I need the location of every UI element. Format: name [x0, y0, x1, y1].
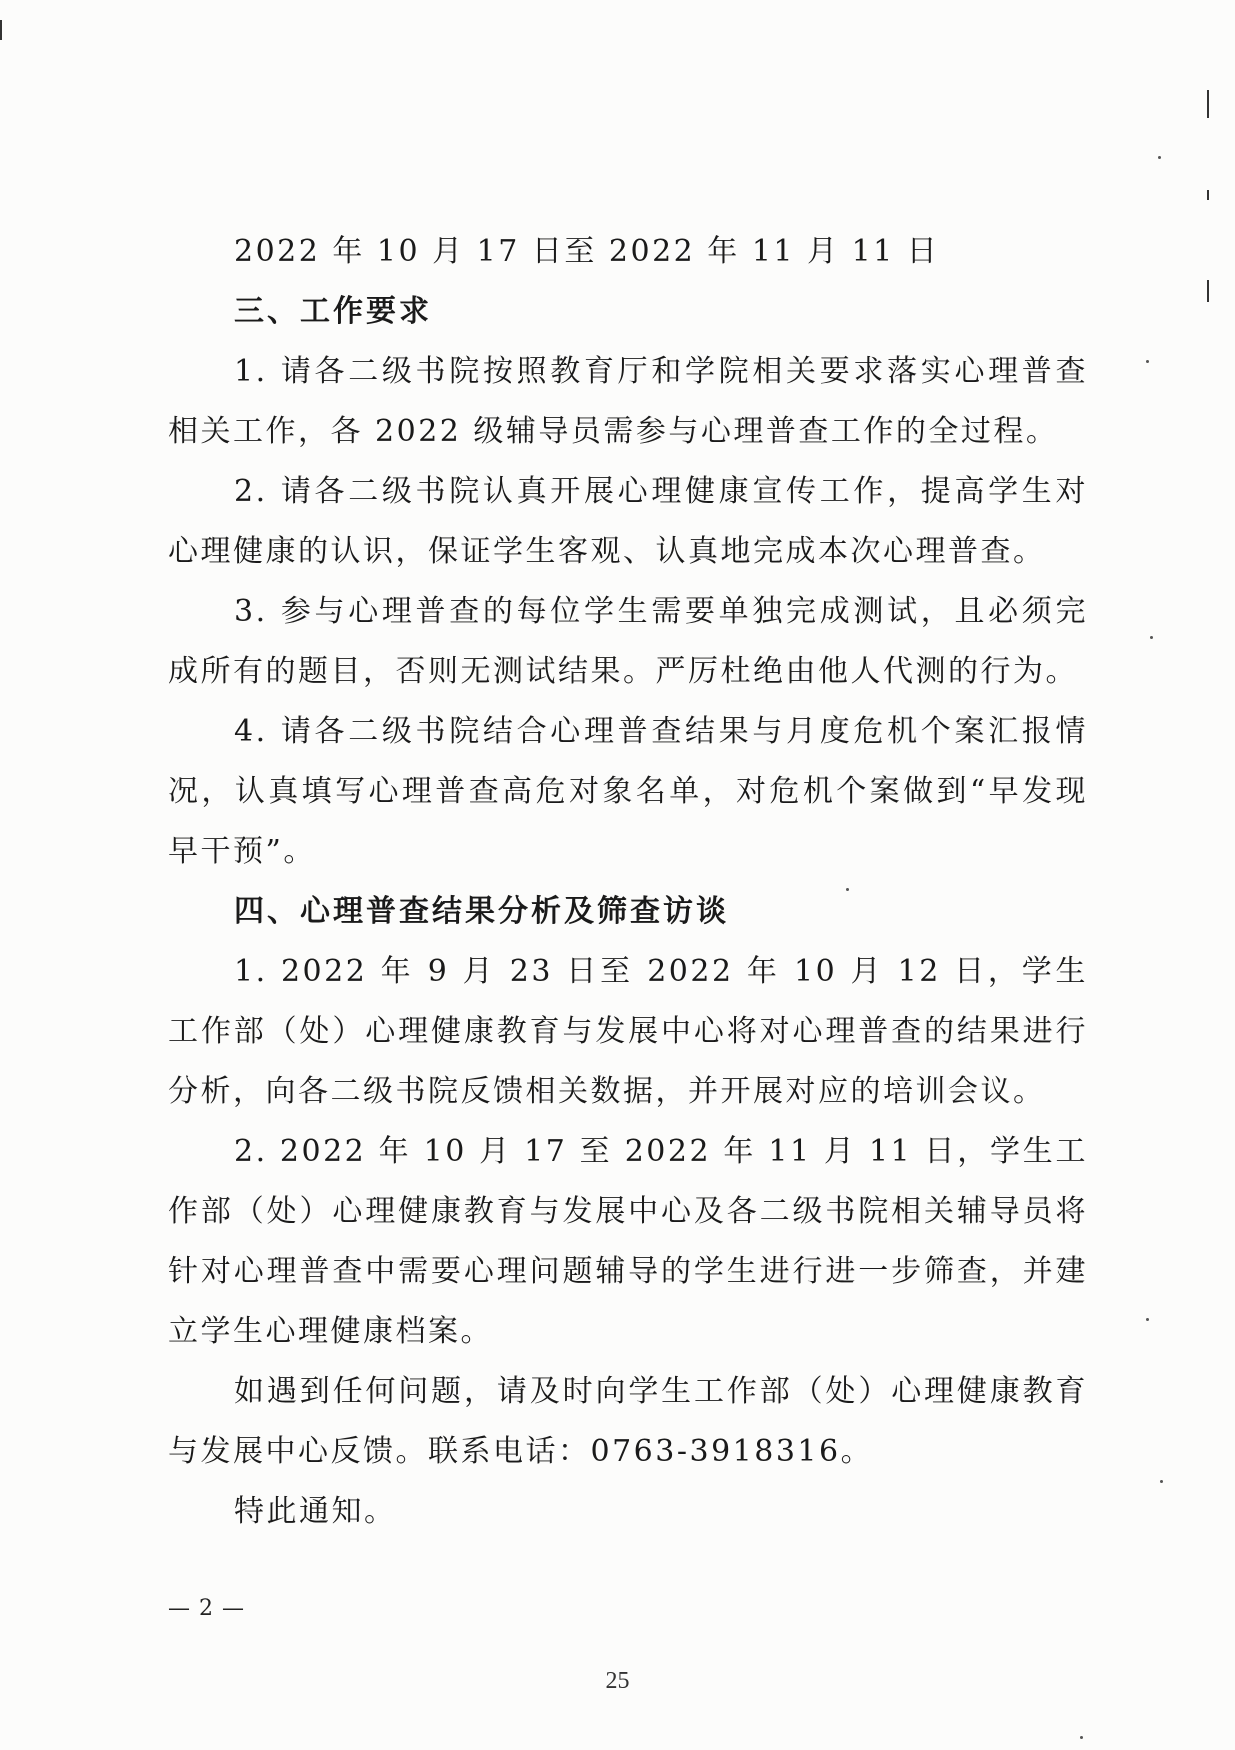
requirement-paragraph-3: 3. 参与心理普查的每位学生需要单独完成测试，且必须完成所有的题目，否则无测试结果。严厉杜绝由他人代测的行为。: [168, 594, 1088, 689]
analysis-paragraph-2: 2. 2022 年 10 月 17 至 2022 年 11 月 11 日，学生工作部（处）心理健康教育与发展中心及各二级书院相关辅导员将针对心理普查中需要心理问题辅导的学生进行进一步筛查，并建立学生心理健康档案。: [168, 1134, 1088, 1349]
scan-dot: [846, 888, 849, 891]
scan-dot: [1150, 636, 1153, 639]
inner-page-marker: — 2 —: [168, 1596, 245, 1621]
section-heading-analysis-screening: 四、心理普查结果分析及筛查访谈: [234, 894, 729, 929]
scan-dot: [1146, 360, 1149, 363]
scan-dot: [1160, 1480, 1163, 1483]
analysis-paragraph-1: 1. 2022 年 9 月 23 日至 2022 年 10 月 12 日，学生工作部（处）心理健康教育与发展中心将对心理普查的结果进行分析，向各二级书院反馈相关数据，并开展对应的培训会议。: [168, 954, 1088, 1109]
date-range-line: 2022 年 10 月 17 日至 2022 年 11 月 11 日: [234, 234, 940, 269]
scan-dot: [1158, 156, 1161, 159]
requirement-paragraph-1: 1. 请各二级书院按照教育厅和学院相关要求落实心理普查相关工作，各 2022 级辅导员需参与心理普查工作的全过程。: [168, 354, 1088, 449]
scan-dot: [1080, 1736, 1083, 1739]
scan-mark: [1207, 90, 1209, 118]
scan-mark: [1207, 190, 1209, 200]
contact-paragraph: 如遇到任何问题，请及时向学生工作部（处）心理健康教育与发展中心反馈。联系电话：0763-3918316。: [168, 1374, 1088, 1469]
requirement-paragraph-2: 2. 请各二级书院认真开展心理健康宣传工作，提高学生对心理健康的认识，保证学生客观、认真地完成本次心理普查。: [168, 474, 1088, 569]
page-number: 25: [605, 1668, 630, 1694]
closing-line: 特此通知。: [234, 1494, 397, 1529]
document-body: [168, 222, 1088, 1542]
scan-dot: [1146, 1318, 1149, 1321]
requirement-paragraph-4: 4. 请各二级书院结合心理普查结果与月度危机个案汇报情况，认真填写心理普查高危对象名单，对危机个案做到“早发现早干预”。: [168, 714, 1088, 869]
scan-mark: [0, 20, 2, 40]
scan-mark: [1207, 280, 1209, 302]
section-heading-work-requirements: 三、工作要求: [234, 294, 432, 329]
